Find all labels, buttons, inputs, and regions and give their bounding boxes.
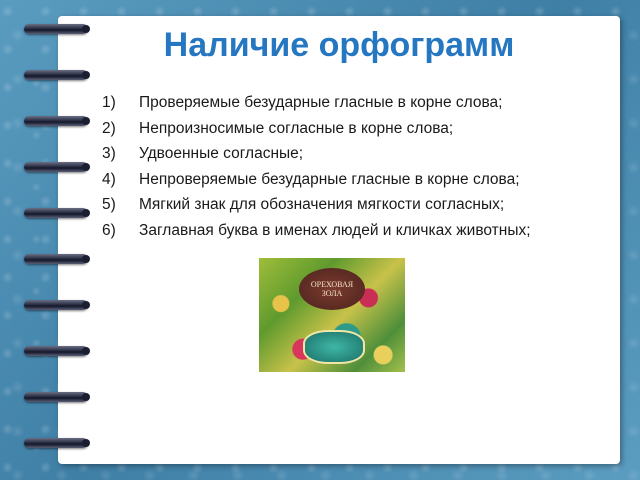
slide-title: Наличие орфограмм	[163, 26, 515, 64]
binder-ring	[24, 162, 92, 174]
binder-ring	[24, 346, 92, 358]
list-item-number: 2)	[102, 119, 116, 137]
list-item-text: Непроизносимые согласные в корне слова;	[139, 119, 454, 137]
list-item-text: Удвоенные согласные;	[139, 145, 304, 162]
list-item-text: Непроверяемые безударные гласные в корне слова;	[139, 170, 520, 188]
list-item-number: 5)	[102, 196, 116, 213]
list-item	[102, 141, 612, 167]
binder-ring	[24, 438, 92, 450]
list-item	[102, 167, 612, 193]
wrapper-label	[299, 268, 365, 310]
list-item-number: 3)	[102, 145, 116, 162]
list-item-number: 1)	[102, 94, 116, 111]
binder-ring	[24, 254, 92, 266]
list-item-text: Мягкий знак для обозначения мягкости согласных;	[139, 196, 505, 213]
binder-ring	[24, 116, 92, 128]
spelling-rules-list	[102, 90, 612, 243]
wrapper-label-line: ОРЕХОВАЯ	[310, 280, 354, 289]
list-item-text: Проверяемые безударные гласные в корне слова;	[139, 94, 503, 111]
binder-ring	[24, 300, 92, 312]
list-item-text: Заглавная буква в именах людей и кличках животных;	[139, 221, 531, 239]
binder-rings	[0, 0, 100, 480]
list-item-number: 6)	[102, 221, 116, 239]
wrapper-emblem	[303, 330, 365, 364]
binder-ring	[24, 70, 92, 82]
list-item	[102, 218, 612, 244]
list-item	[102, 116, 612, 142]
list-item-number: 4)	[102, 170, 116, 188]
wrapper-label-line: ЗОЛА	[321, 289, 343, 298]
binder-ring	[24, 392, 92, 404]
list-item	[102, 90, 612, 116]
binder-ring	[24, 208, 92, 220]
candy-wrapper-photo	[259, 258, 405, 372]
list-item	[102, 192, 612, 218]
